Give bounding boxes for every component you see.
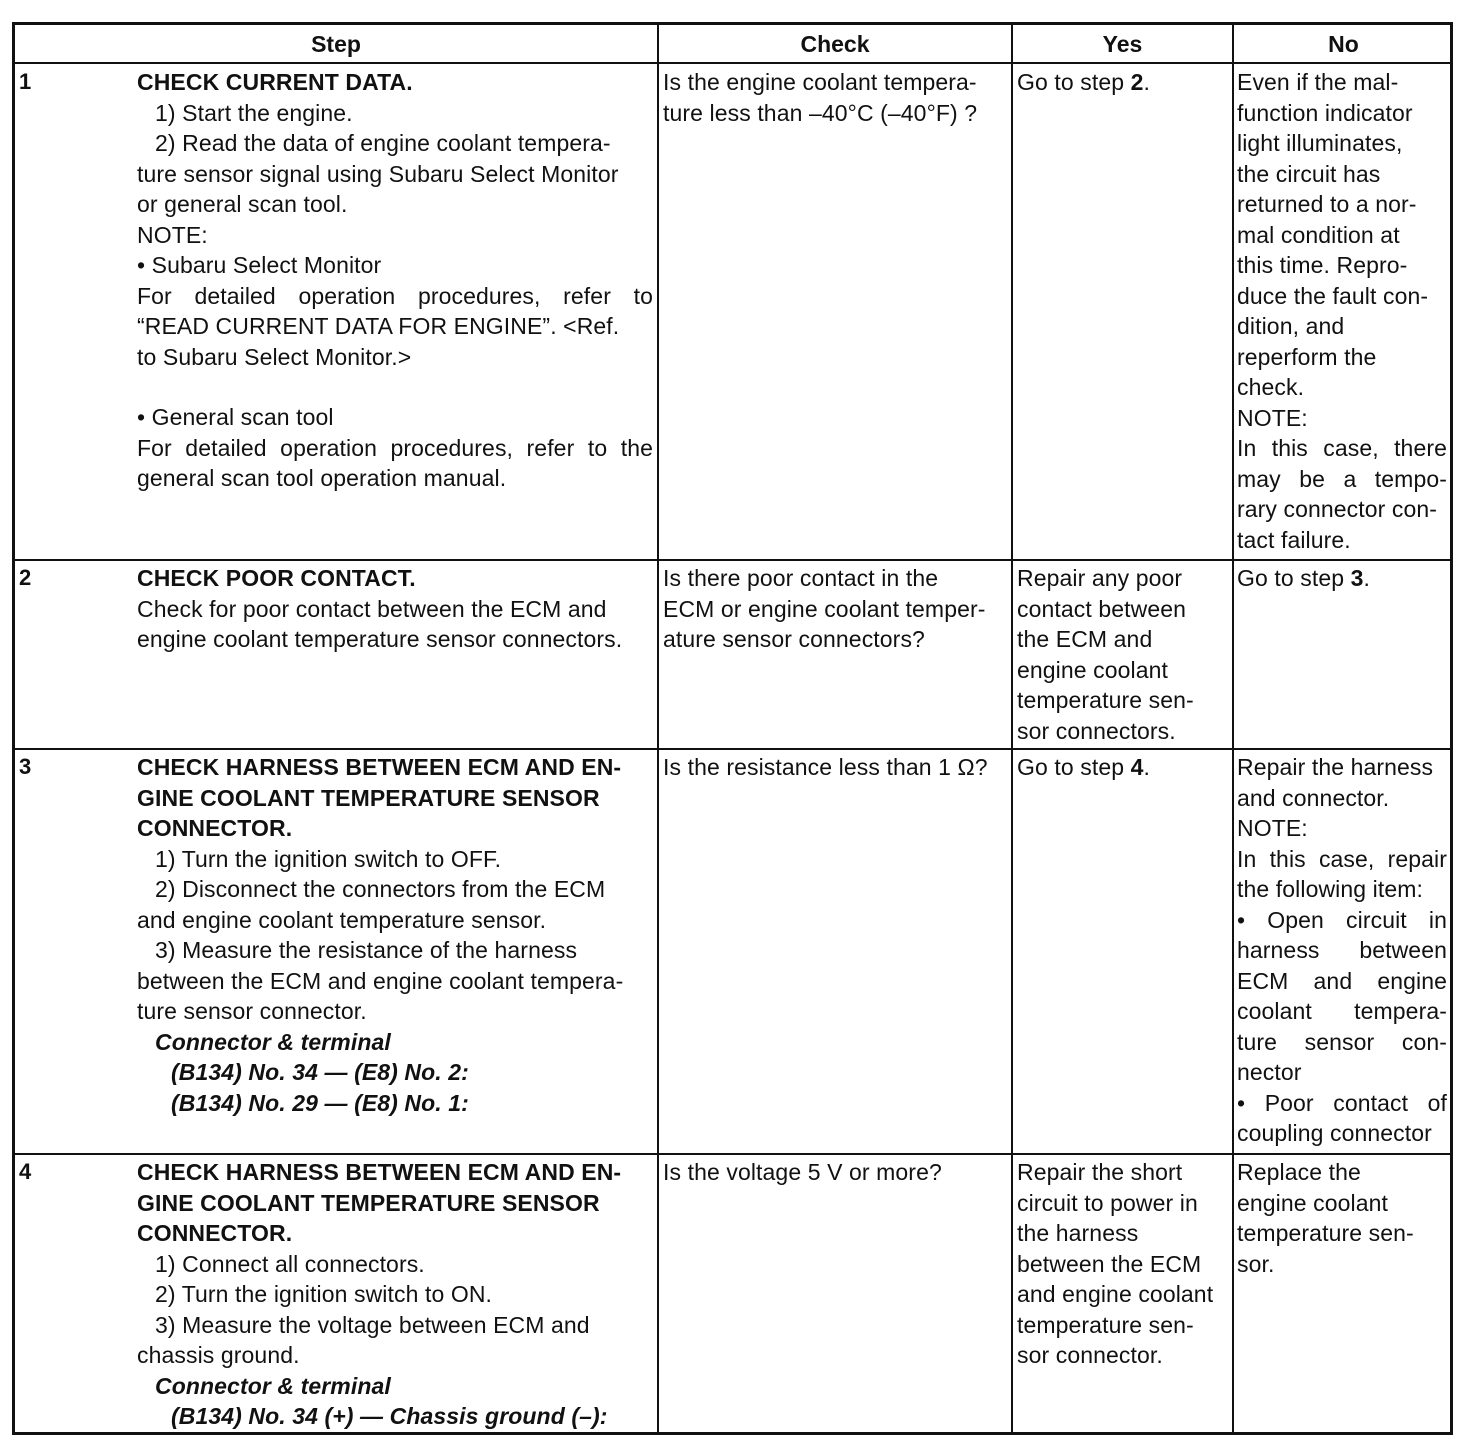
spacer	[137, 372, 653, 402]
no-line: rary connector con-	[1237, 496, 1438, 522]
step-title: GINE COOLANT TEMPERATURE SENSOR	[137, 1189, 600, 1216]
goto-suffix: .	[1363, 565, 1371, 591]
column-divider	[1011, 25, 1013, 1432]
note-label: NOTE:	[137, 221, 208, 248]
no-line: coolant tempera-	[1237, 998, 1447, 1024]
no-line: ture sensor con-	[1237, 1028, 1447, 1055]
step-line: 1) Turn the ignition switch to OFF.	[155, 845, 502, 872]
check-line: ECM or engine coolant temper-	[663, 595, 986, 622]
check-cell	[663, 752, 1007, 783]
no-line: • Open circuit in	[1237, 906, 1447, 933]
yes-line: circuit to power in	[1017, 1189, 1198, 1216]
no-line: check.	[1237, 374, 1305, 400]
step-cell	[137, 563, 653, 655]
no-line: In this case, repair	[1237, 845, 1447, 872]
step-cell	[137, 67, 653, 494]
no-cell	[1237, 563, 1447, 594]
step-title: CONNECTOR.	[137, 815, 293, 841]
goto-suffix: .	[1143, 69, 1151, 95]
terminal-heading: Connector & terminal	[155, 1372, 391, 1399]
yes-line: contact between	[1017, 595, 1187, 622]
step-title: CONNECTOR.	[137, 1220, 293, 1246]
check-line: Is the resistance less than 1 Ω?	[663, 754, 988, 780]
check-cell	[663, 1157, 1007, 1188]
step-line: 1) Connect all connectors.	[155, 1250, 425, 1277]
no-line: duce the fault con-	[1237, 282, 1429, 309]
goto-step-link[interactable]: 4	[1130, 754, 1144, 780]
step-line: general scan tool operation manual.	[137, 465, 507, 491]
step-line: For detailed operation procedures, refer to the	[137, 434, 653, 461]
terminal-line: (B134) No. 34 (+) — Chassis ground (–):	[171, 1403, 608, 1429]
step-line: 2) Read the data of engine coolant tempera-	[155, 130, 611, 156]
yes-line: and engine coolant	[1017, 1281, 1214, 1307]
no-line: returned to a nor-	[1237, 191, 1417, 217]
note-label: NOTE:	[1237, 815, 1308, 841]
no-line: dition, and	[1237, 313, 1345, 339]
step-line: ture sensor connector.	[137, 998, 367, 1024]
header-yes: Yes	[1102, 31, 1143, 57]
step-line: 3) Measure the voltage between ECM and	[155, 1311, 590, 1338]
no-line: nector	[1237, 1059, 1302, 1085]
goto-text: Go to step	[1017, 69, 1131, 95]
step-number: 3	[19, 754, 32, 779]
no-line: Even if the mal-	[1237, 69, 1399, 95]
step-line: 2) Disconnect the connectors from the ECM	[155, 876, 606, 902]
no-line: ECM and engine	[1237, 967, 1447, 994]
yes-line: temperature sen-	[1017, 687, 1194, 713]
step-number: 4	[19, 1159, 32, 1184]
goto-suffix: .	[1143, 754, 1151, 780]
yes-cell	[1017, 67, 1229, 98]
no-line: reperform the	[1237, 343, 1377, 370]
yes-line: the harness	[1017, 1220, 1139, 1246]
no-cell	[1237, 67, 1447, 555]
note-label: NOTE:	[1237, 404, 1308, 431]
step-line: For detailed operation procedures, refer to	[137, 282, 653, 309]
check-line: Is there poor contact in the	[663, 565, 939, 591]
column-divider	[657, 25, 659, 1432]
check-cell	[663, 67, 1007, 128]
step-line: • Subaru Select Monitor	[137, 252, 382, 278]
no-line: may be a tempo-	[1237, 465, 1447, 492]
no-line: harness between	[1237, 937, 1447, 963]
no-line: • Poor contact of	[1237, 1089, 1447, 1116]
step-title: CHECK HARNESS BETWEEN ECM AND EN-	[137, 754, 622, 780]
header-no: No	[1328, 31, 1359, 57]
step-line: Check for poor contact between the ECM and	[137, 595, 607, 622]
row-divider	[15, 559, 1450, 561]
no-line: In this case, there	[1237, 435, 1447, 461]
check-cell	[663, 563, 1007, 655]
step-line: • General scan tool	[137, 404, 334, 430]
no-line: coupling connector	[1237, 1120, 1432, 1146]
step-cell	[137, 752, 653, 1118]
header-step: Step	[311, 31, 361, 57]
check-line: ature sensor connectors?	[663, 626, 925, 652]
step-line: or general scan tool.	[137, 191, 348, 217]
header-check: Check	[800, 31, 870, 57]
no-line: Replace the	[1237, 1159, 1361, 1185]
no-line: sor.	[1237, 1250, 1275, 1277]
step-title: CHECK HARNESS BETWEEN ECM AND EN-	[137, 1159, 622, 1185]
check-line: Is the engine coolant tempera-	[663, 69, 977, 95]
goto-step-link[interactable]: 3	[1350, 565, 1364, 591]
row-divider	[15, 62, 1450, 64]
yes-line: Repair any poor	[1017, 565, 1183, 591]
goto-text: Go to step	[1237, 565, 1351, 591]
yes-cell	[1017, 752, 1229, 783]
check-line: ture less than –40°C (–40°F) ?	[663, 99, 978, 126]
goto-text: Go to step	[1017, 754, 1131, 780]
step-line: to Subaru Select Monitor.>	[137, 343, 412, 370]
no-line: temperature sen-	[1237, 1220, 1414, 1246]
step-cell	[137, 1157, 653, 1432]
step-line: “READ CURRENT DATA FOR ENGINE”. <Ref.	[137, 313, 620, 339]
no-line: Repair the harness	[1237, 754, 1434, 780]
yes-line: the ECM and	[1017, 626, 1153, 652]
yes-cell	[1017, 1157, 1229, 1371]
step-line: engine coolant temperature sensor connectors.	[137, 626, 623, 652]
no-line: the following item:	[1237, 876, 1423, 902]
yes-line: temperature sen-	[1017, 1311, 1194, 1338]
row-divider	[15, 748, 1450, 750]
step-title: CHECK POOR CONTACT.	[137, 565, 416, 591]
step-number: 2	[19, 565, 32, 590]
yes-line: engine coolant	[1017, 656, 1169, 683]
no-line: and connector.	[1237, 784, 1390, 811]
goto-step-link[interactable]: 2	[1130, 69, 1144, 95]
step-line: ture sensor signal using Subaru Select Monitor	[137, 160, 619, 187]
yes-line: Repair the short	[1017, 1159, 1183, 1185]
yes-line: sor connectors.	[1017, 717, 1176, 744]
no-cell	[1237, 1157, 1447, 1279]
step-line: 3) Measure the resistance of the harness	[155, 937, 578, 963]
no-line: light illuminates,	[1237, 130, 1403, 156]
terminal-line: (B134) No. 34 — (E8) No. 2:	[171, 1059, 469, 1085]
no-line: the circuit has	[1237, 160, 1381, 187]
step-title: CHECK CURRENT DATA.	[137, 69, 413, 95]
step-line: and engine coolant temperature sensor.	[137, 906, 547, 933]
no-line: function indicator	[1237, 99, 1413, 126]
step-number: 1	[19, 69, 32, 94]
step-line: between the ECM and engine coolant tempera-	[137, 967, 624, 994]
no-line: engine coolant	[1237, 1189, 1389, 1216]
no-line: tact failure.	[1237, 526, 1351, 553]
check-line: Is the voltage 5 V or more?	[663, 1159, 942, 1185]
column-divider	[1232, 25, 1234, 1432]
step-line: 1) Start the engine.	[155, 99, 353, 126]
step-title: GINE COOLANT TEMPERATURE SENSOR	[137, 784, 600, 811]
step-line: 2) Turn the ignition switch to ON.	[155, 1281, 493, 1307]
step-line: chassis ground.	[137, 1342, 300, 1368]
yes-line: sor connector.	[1017, 1342, 1163, 1368]
no-line: mal condition at	[1237, 221, 1400, 248]
yes-cell	[1017, 563, 1229, 746]
row-divider	[15, 1153, 1450, 1155]
diagnostic-table	[12, 22, 1453, 1435]
no-line: this time. Repro-	[1237, 252, 1408, 278]
terminal-heading: Connector & terminal	[155, 1028, 391, 1055]
terminal-line: (B134) No. 29 — (E8) No. 1:	[171, 1089, 469, 1116]
yes-line: between the ECM	[1017, 1250, 1202, 1277]
no-cell	[1237, 752, 1447, 1149]
